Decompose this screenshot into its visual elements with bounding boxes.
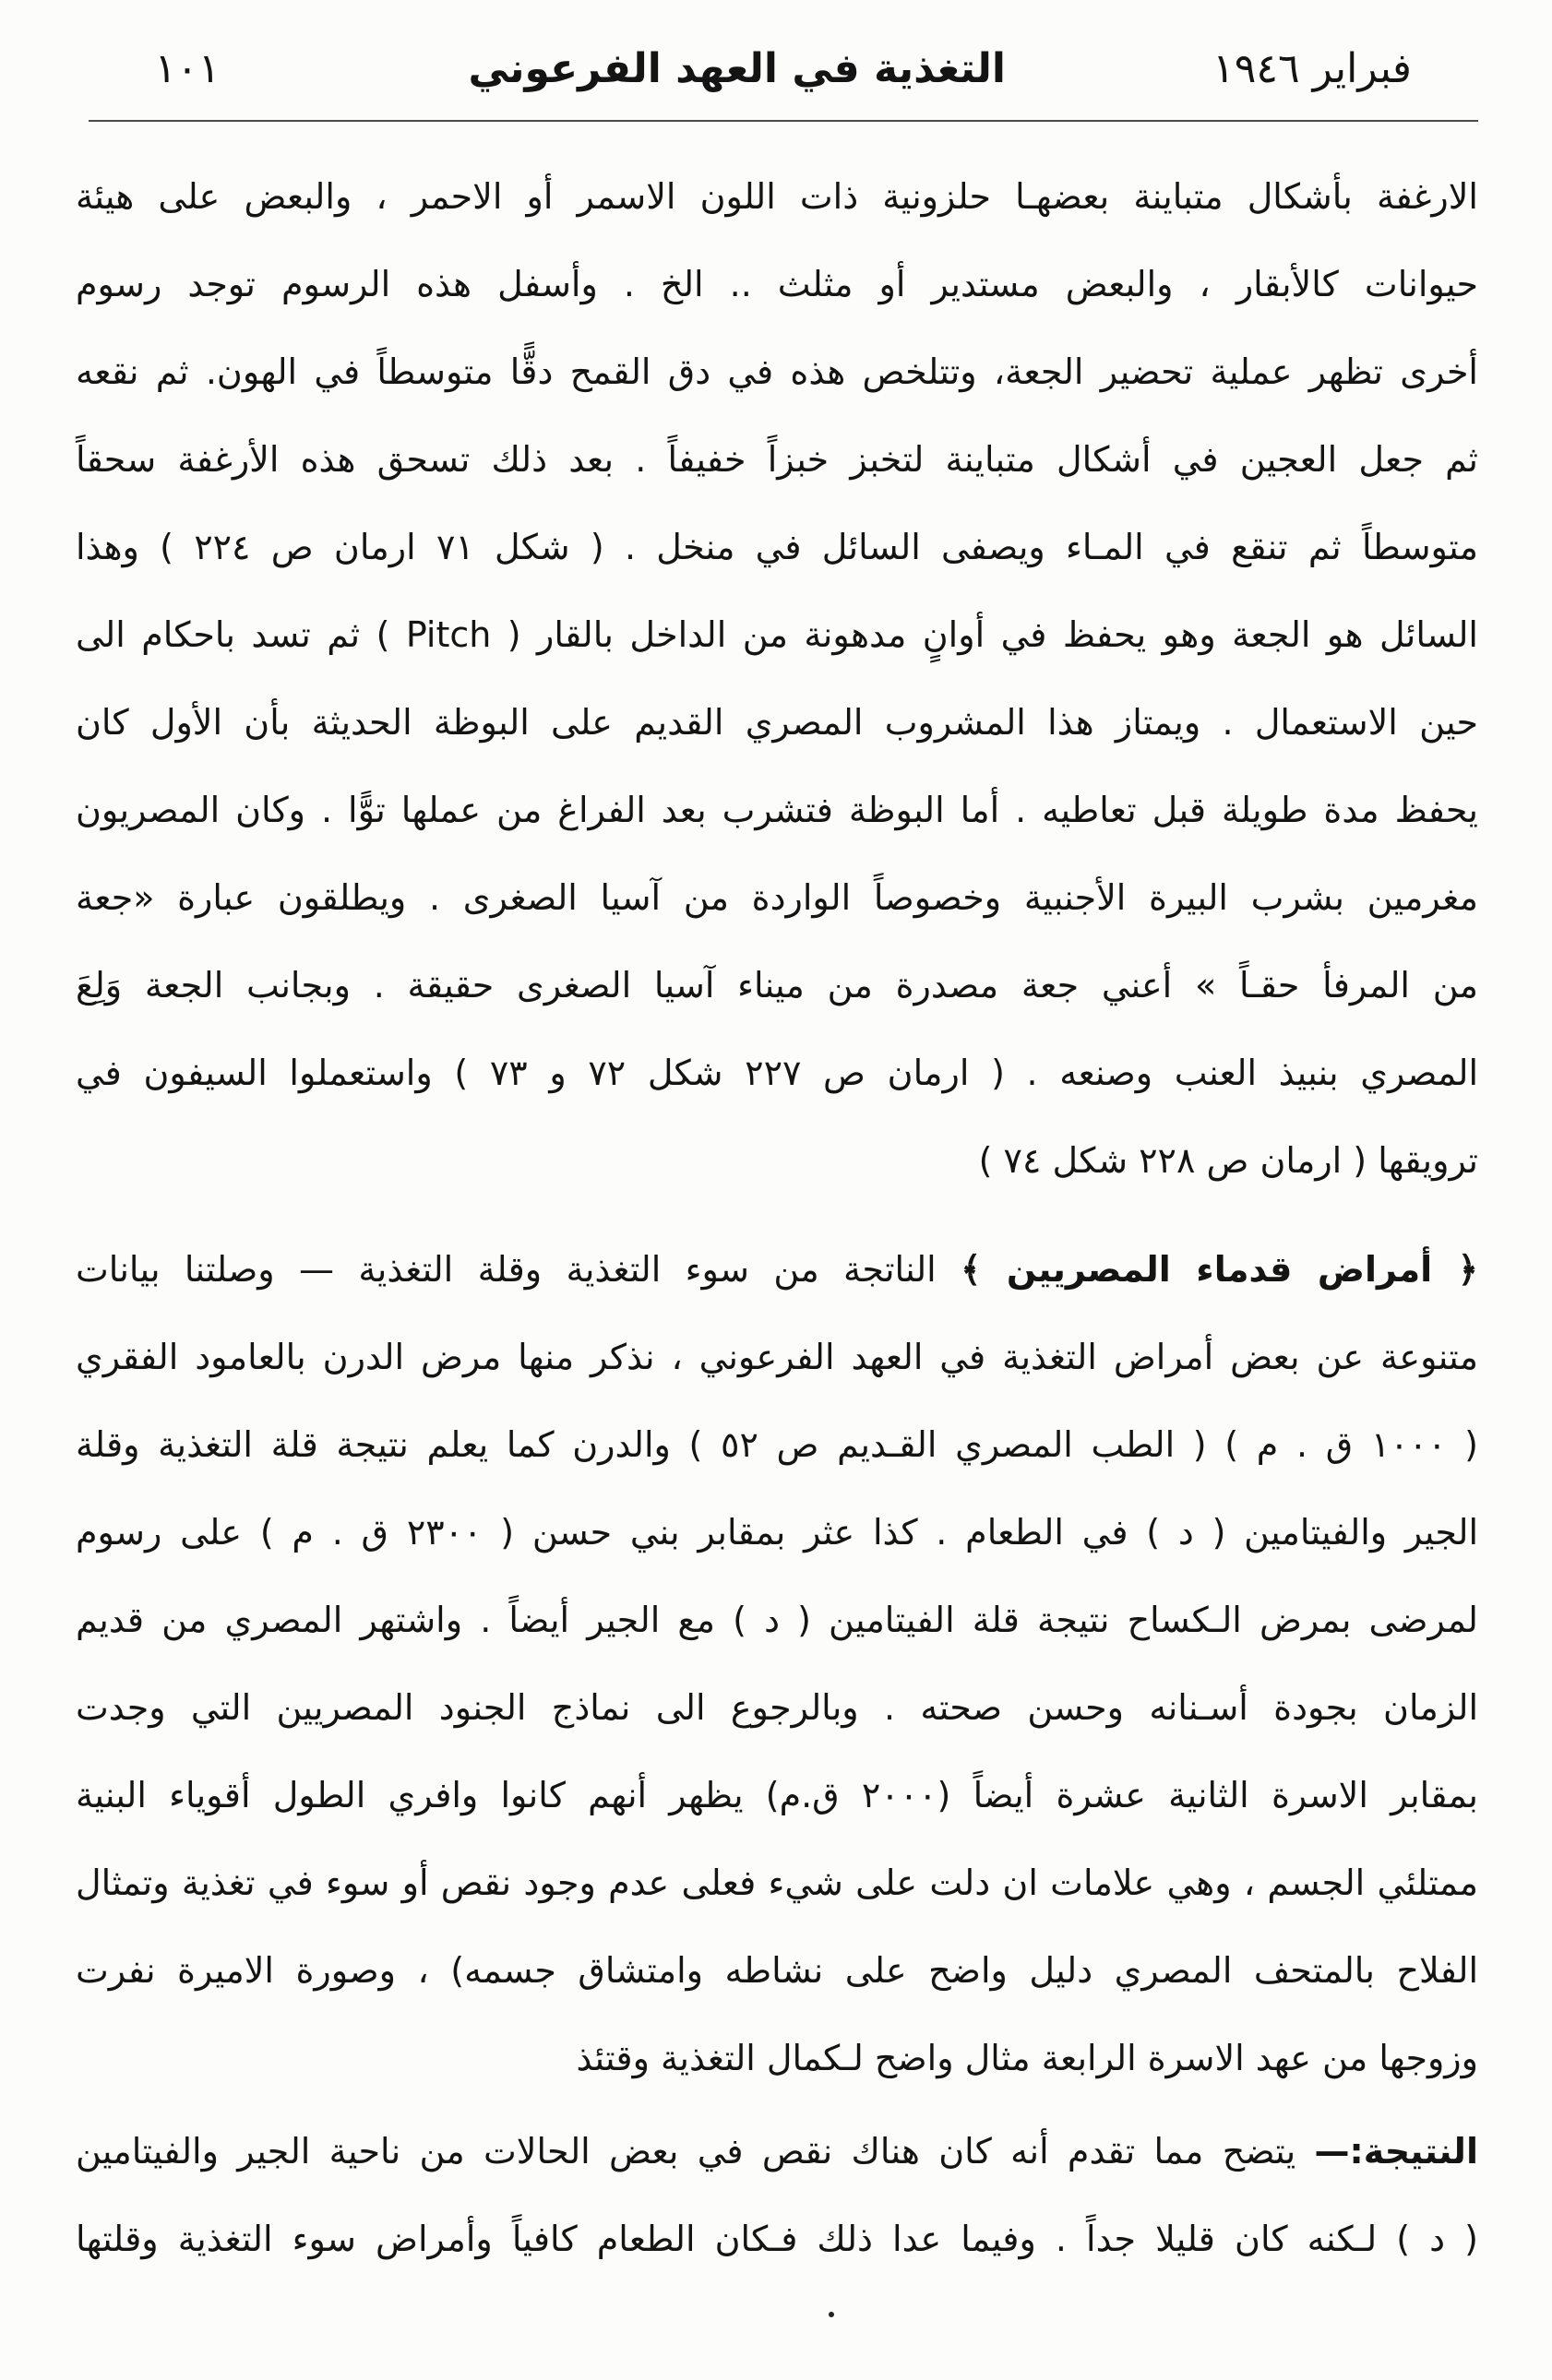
paragraph <box>76 153 1478 1205</box>
text-line: الزمان بجودة أسـنانه وحسن صحته . وبالرجوع الى نماذج الجنود المصريين التي وجدت <box>76 1687 1478 1728</box>
article-body <box>76 153 1478 2283</box>
text-line: الجير والفيتامين ( د ) في الطعام . كذا عثر بمقابر بني حسن ( ٢٣٠٠ ق . م ) على رسوم <box>76 1512 1479 1553</box>
issue-date: فبراير ١٩٤٦ <box>1212 45 1412 92</box>
text-line-content: الناتجة من سوء التغذية وقلة التغذية — وصلتنا بيانات <box>76 1249 937 1290</box>
text-line: متنوعة عن بعض أمراض التغذية في العهد الفرعوني ، نذكر منها مرض الدرن بالعامود الفقري <box>76 1337 1478 1377</box>
text-line: حين الاستعمال . ويمتاز هذا المشروب المصري القديم على البوظة الحديثة بأن الأول كان <box>76 702 1478 743</box>
text-line: أخرى تظهر عملية تحضير الجعة، وتتلخص هذه في دق القمح دقًّا متوسطاً في الهون. ثم نقعه <box>76 351 1478 392</box>
text-line: الارغفة بأشكال متباينة بعضهـا حلزونية ذات اللون الاسمر أو الاحمر ، والبعض على هيئة <box>76 176 1478 217</box>
text-line: ثم جعل العجين في أشكال متباينة لتخبز خبزاً خفيفاً . بعد ذلك تسحق هذه الأرغفة سحقاً <box>76 439 1478 480</box>
text-line: ( د ) لـكنه كان قليلا جداً . وفيما عدا ذلك فـكان الطعام كافياً وأمراض سوء التغذية وقلتها <box>76 2219 1478 2259</box>
text-line <box>76 2108 1478 2196</box>
ink-dot <box>829 2312 834 2317</box>
header-rule <box>89 120 1478 122</box>
text-line: حيوانات كالأبقار ، والبعض مستدير أو مثلث .. الخ . وأسفل هذه الرسوم توجد رسوم <box>76 264 1478 304</box>
text-line: ( ١٠٠٠ ق . م ) ( الطب المصري القـديم ص ٥٢ ) والدرن كما يعلم نتيجة قلة التغذية وقلة <box>76 1424 1478 1465</box>
text-line: الفلاح بالمتحف المصري دليل واضح على نشاطه وامتشاق جسمه) ، وصورة الاميرة نفرت <box>76 1950 1478 1991</box>
text-line: ترويقها ( ارمان ص ٢٢٨ شكل ٧٤ ) <box>978 1140 1478 1181</box>
text-line: مغرمين بشرب البيرة الأجنبية وخصوصاً الواردة من آسيا الصغرى . ويطلقون عبارة «جعة <box>76 877 1478 918</box>
text-line: يحفظ مدة طويلة قبل تعاطيه . أما البوظة فتشرب بعد الفراغ من عملها توًّا . وكان المصريون <box>76 790 1478 830</box>
text-line: بمقابر الاسرة الثانية عشرة أيضاً (٢٠٠٠ ق.م) يظهر أنهم كانوا وافري الطول أقوياء البنية <box>76 1775 1478 1815</box>
paragraph <box>76 1226 1478 2102</box>
text-line: المصري بنبيذ العنب وصنعه . ( ارمان ص ٢٢٧ شكل ٧٢ و ٧٣ ) واستعملوا السيفون في <box>76 1053 1479 1093</box>
paragraph <box>76 2108 1478 2283</box>
section-heading: النتيجة:— <box>1314 2131 1478 2172</box>
text-line: من المرفأ حقـاً » أعني جعة مصدرة من ميناء آسيا الصغرى حقيقة . وبجانب الجعة وَلِعَ <box>76 965 1478 1006</box>
text-line: وزوجها من عهد الاسرة الرابعة مثال واضح لـكمال التغذية وقتئذ <box>576 2038 1478 2078</box>
text-line: متوسطاً ثم تنقع في المـاء ويصفى السائل في منخل . ( شكل ٧١ ارمان ص ٢٢٤ ) وهذا <box>76 527 1478 567</box>
running-title: التغذية في العهد الفرعوني <box>468 45 1006 92</box>
text-line-content: يتضح مما تقدم أنه كان هناك نقص في بعض الحالات من ناحية الجير والفيتامين <box>76 2131 1296 2172</box>
text-line: لمرضى بمرض الـكساح نتيجة قلة الفيتامين ( د ) مع الجير أيضاً . واشتهر المصري من قديم <box>76 1600 1478 1640</box>
text-line: السائل هو الجعة وهو يحفظ في أوانٍ مدهونة من الداخل بالقار ( Pitch ) ثم تسد باحكام الى <box>76 614 1478 655</box>
section-heading: ﴿ أمراض قدماء المصريين ﴾ <box>961 1249 1478 1290</box>
text-line <box>76 1226 1478 1314</box>
page-number: ١٠١ <box>154 45 221 92</box>
text-line: ممتلئي الجسم ، وهي علامات ان دلت على شيء فعلى عدم وجود نقص أو سوء في تغذية وتمثال <box>76 1862 1478 1903</box>
